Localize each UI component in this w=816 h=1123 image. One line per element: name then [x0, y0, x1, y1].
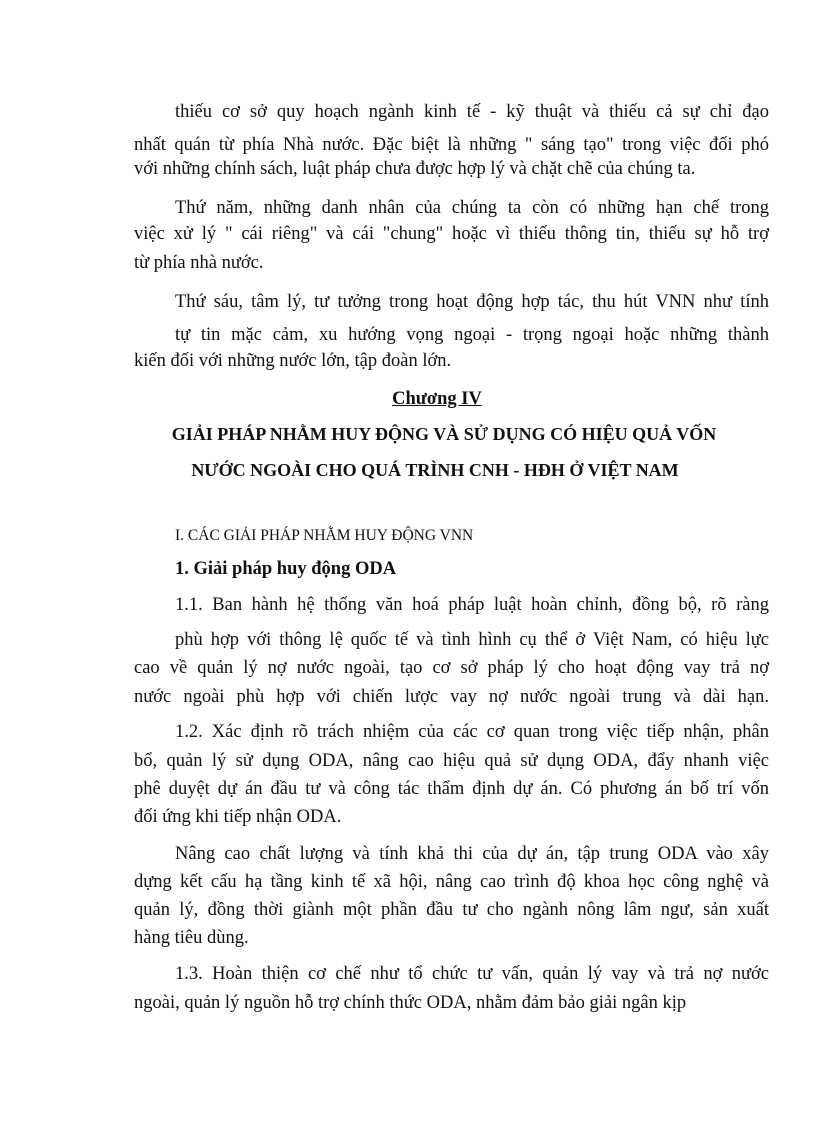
- paragraph-1-line-1: thiếu cơ sở quy hoạch ngành kinh tế - kỹ thuật và thiếu cả sự chỉ đạo: [175, 102, 769, 122]
- paragraph-3-line-3: kiến đối với những nước lớn, tập đoàn lớn.: [134, 351, 452, 371]
- paragraph-2-line-3: từ phía nhà nước.: [134, 253, 264, 273]
- paragraph-5-line-2: bổ, quản lý sử dụng ODA, nâng cao hiệu quả sử dụng ODA, đẩy nhanh việc: [134, 751, 769, 771]
- paragraph-2-line-1: Thứ năm, những danh nhân của chúng ta còn có những hạn chế trong: [175, 198, 769, 218]
- paragraph-5-line-3: phê duyệt dự án đầu tư và công tác thẩm định dự án. Có phương án bố trí vốn: [134, 779, 769, 799]
- paragraph-4-line-2: phù hợp với thông lệ quốc tế và tình hình cụ thể ở Việt Nam, có hiệu lực: [175, 630, 769, 650]
- paragraph-6-line-2: dựng kết cấu hạ tầng kinh tế xã hội, nâng cao trình độ khoa học công nghệ và: [134, 872, 769, 892]
- paragraph-5-line-1: 1.2. Xác định rõ trách nhiệm của các cơ quan trong việc tiếp nhận, phân: [175, 722, 769, 742]
- paragraph-6-line-1: Nâng cao chất lượng và tính khả thi của dự án, tập trung ODA vào xây: [175, 844, 769, 864]
- paragraph-2-line-2: việc xử lý " cái riêng" và cái "chung" hoặc vì thiếu thông tin, thiếu sự hỗ trợ: [134, 224, 769, 244]
- paragraph-7-line-1: 1.3. Hoàn thiện cơ chế như tổ chức tư vấn, quản lý vay và trả nợ nước: [175, 964, 769, 984]
- chapter-title-line-2: NƯỚC NGOÀI CHO QUÁ TRÌNH CNH - HĐH Ở VIỆT NAM: [191, 460, 679, 480]
- paragraph-4-line-4: nước ngoài phù hợp với chiến lược vay nợ nước ngoài trung và dài hạn.: [134, 687, 769, 707]
- paragraph-3-line-1: Thứ sáu, tâm lý, tư tưởng trong hoạt động hợp tác, thu hút VNN như tính: [175, 292, 769, 312]
- paragraph-1-line-2: nhất quán từ phía Nhà nước. Đặc biệt là những " sáng tạo" trong việc đối phó: [134, 135, 769, 155]
- paragraph-3-line-2: tự tin mặc cảm, xu hướng vọng ngoại - trọng ngoại hoặc những thành: [175, 325, 769, 345]
- chapter-label: Chương IV: [392, 389, 482, 409]
- paragraph-4-line-1: 1.1. Ban hành hệ thống văn hoá pháp luật hoàn chỉnh, đồng bộ, rõ ràng: [175, 595, 769, 615]
- paragraph-4-line-3: cao về quản lý nợ nước ngoài, tạo cơ sở pháp lý cho hoạt động vay trả nợ: [134, 658, 769, 678]
- paragraph-1-line-3: với những chính sách, luật pháp chưa được hợp lý và chặt chẽ của chúng ta.: [134, 159, 696, 179]
- paragraph-5-line-4: đối ứng khi tiếp nhận ODA.: [134, 807, 342, 827]
- paragraph-7-line-2: ngoài, quản lý nguồn hỗ trợ chính thức ODA, nhằm đảm bảo giải ngân kịp: [134, 993, 687, 1013]
- paragraph-6-line-4: hàng tiêu dùng.: [134, 928, 249, 948]
- chapter-title-line-1: GIẢI PHÁP NHẰM HUY ĐỘNG VÀ SỬ DỤNG CÓ HIỆU QUẢ VỐN: [171, 424, 717, 444]
- subsection-heading: 1. Giải pháp huy động ODA: [175, 559, 397, 579]
- section-heading: I. CÁC GIẢI PHÁP NHẰM HUY ĐỘNG VNN: [175, 527, 474, 544]
- paragraph-6-line-3: quản lý, đồng thời giành một phần đầu tư cho ngành nông lâm ngư, sản xuất: [134, 900, 769, 920]
